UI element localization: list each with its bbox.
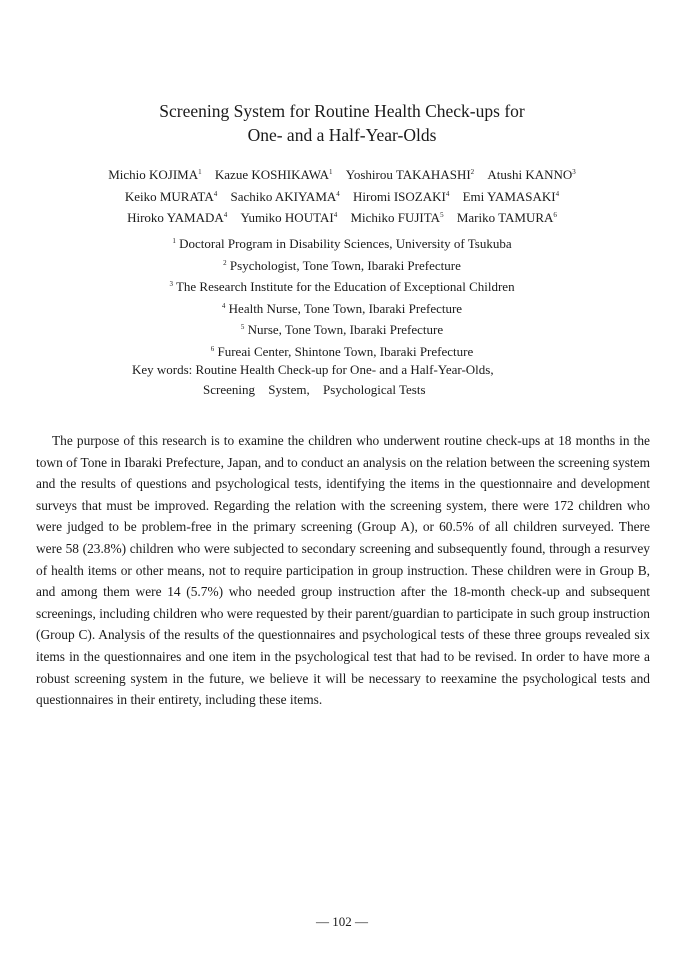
author: Michio KOJIMA$^1$ xyxy=(108,167,202,182)
author: Keiko MURATA$^4$ xyxy=(124,188,218,204)
author: Sachiko AKIYAMA$^4$ xyxy=(230,188,340,204)
affiliation: $^2$ Psychologist, Tone Town, Ibaraki Prefecture xyxy=(223,257,461,273)
affiliation: $^3$ The Research Institute for the Education of Exceptional Children xyxy=(169,279,515,294)
keyword: Psychological Tests xyxy=(323,382,426,397)
affiliation: $^1$ Doctoral Program in Disability Sciences, University of Tsukuba xyxy=(172,236,512,251)
title-line-2: One- and a Half-Year-Olds xyxy=(247,125,437,145)
author: Mariko TAMURA$^6$ xyxy=(456,210,557,225)
affiliation-list xyxy=(0,232,684,361)
author: Hiromi ISOZAKI$^4$ xyxy=(353,188,450,204)
author-list xyxy=(0,163,684,228)
affiliation: $^6$ Fureai Center, Shintone Town, Ibaraki Prefecture xyxy=(210,343,474,359)
author: Yumiko HOUTAI$^4$ xyxy=(240,210,338,225)
author: Atushi KANNO$^3$ xyxy=(487,167,576,182)
page-number: — 102 — xyxy=(316,914,368,929)
author: Hiroko YAMADA$^4$ xyxy=(127,210,228,225)
keywords-text: Routine Health Check-up for One- and a Half-Year-Olds, xyxy=(195,362,494,377)
keywords xyxy=(132,360,592,400)
author-row xyxy=(0,185,684,207)
keywords-line-2 xyxy=(132,380,592,400)
author-row xyxy=(0,163,684,185)
author: Yoshirou TAKAHASHI$^2$ xyxy=(345,167,475,182)
abstract-paragraph: The purpose of this research is to examine the children who underwent routine check-ups at 18 months in the town of Tone in Ibaraki Prefecture, Japan, and to conduct an analysis on the relation between the screening system and the results of questions and psychological tests, identifying the items in the questionnaire and development surveys that must be improved. Regarding the relation with the screening system, there were 172 children who were judged to be problem-free in the primary screening (Group A), or 60.5% of all children surveyed. There were 58 (23.8%) children who were subjected to secondary screening and subsequently found, through a resurvey of health items or other means, not to require participation in group instruction. These children were in Group B, and among them were 14 (5.7%) who needed group instruction after the 18-month check-up and subsequent screenings, including children who were requested by their parent/guardian to participate in such group instruction (Group C). Analysis of the results of the questionnaires and psychological tests of these three groups revealed six items in the questionnaires and one item in the psychological test that had to be revised. In order to have more a robust screening system in the future, we believe it will be necessary to reexamine the psychological tests and questionnaires in their entirety, including these items. xyxy=(36,433,650,708)
title-line-1: Screening System for Routine Health Check-ups for xyxy=(159,101,525,121)
author: Michiko FUJITA$^5$ xyxy=(350,210,444,225)
author: Kazue KOSHIKAWA$^1$ xyxy=(214,167,333,182)
keyword: Screening xyxy=(203,382,255,397)
paper-title xyxy=(0,99,684,147)
author: Emi YAMASAKI$^4$ xyxy=(462,188,560,204)
keywords-label: Key words: xyxy=(132,362,193,377)
keyword: System, xyxy=(268,382,310,397)
affiliation: $^4$ Health Nurse, Tone Town, Ibaraki Prefecture xyxy=(221,300,463,316)
author-row xyxy=(0,206,684,228)
keywords-line-1 xyxy=(132,360,592,380)
affiliation: $^5$ Nurse, Tone Town, Ibaraki Prefecture xyxy=(240,322,444,337)
